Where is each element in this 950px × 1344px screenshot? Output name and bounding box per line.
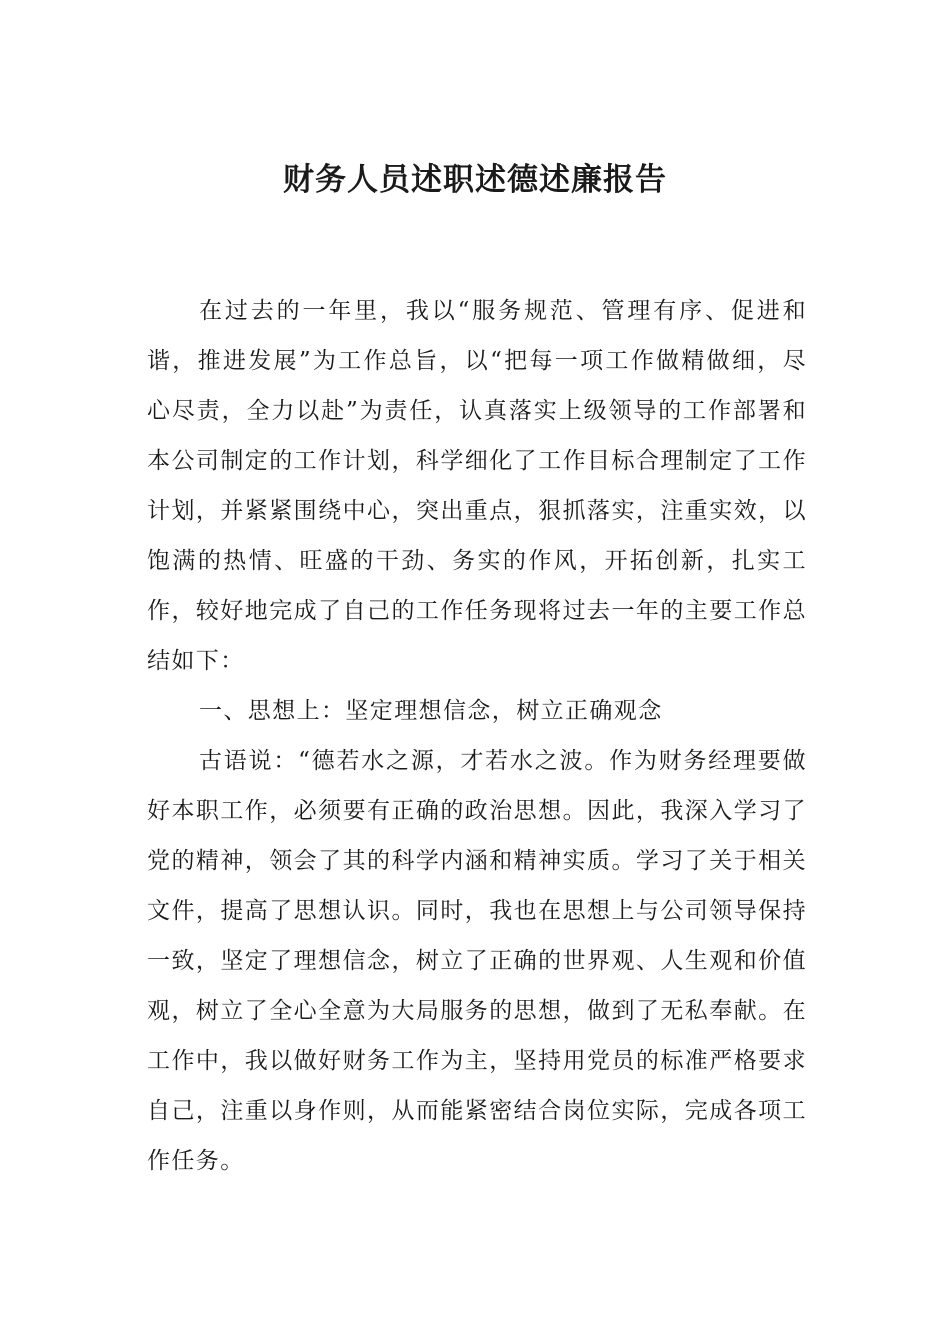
section-heading-1: 一、思想上：坚定理想信念，树立正确观念: [199, 698, 663, 724]
intro-paragraph: 在过去的一年里，我以“服务规范、管理有序、促进和谐，推进发展”为工作总旨，以“把每一项工作做精做细，尽心尽责，全力以赴”为责任，认真落实上级领导的工作部署和本公司制定的工作计划，科学细化了工作目标合理制定了工作计划，并紧紧围绕中心，突出重点，狠抓落实，注重实效，以饱满的热情、旺盛的干劲、务实的作风，开拓创新，扎实工作，较好地完成了自己的工作任务现将过去一年的主要工作总结如下：: [147, 298, 807, 674]
page-title: 财务人员述职述德述廉报告: [283, 162, 667, 198]
section-paragraph-1: 古语说：“德若水之源，才若水之波。作为财务经理要做好本职工作，必须要有正确的政治思想。因此，我深入学习了党的精神，领会了其的科学内涵和精神实质。学习了关于相关文件，提高了思想认识。同时，我也在思想上与公司领导保持一致，坚定了理想信念，树立了正确的世界观、人生观和价值观，树立了全心全意为大局服务的思想，做到了无私奉献。在工作中，我以做好财务工作为主，坚持用党员的标准严格要求自己，注重以身作则，从而能紧密结合岗位实际，完成各项工作任务。: [147, 748, 807, 1174]
document-body: [147, 286, 807, 1186]
